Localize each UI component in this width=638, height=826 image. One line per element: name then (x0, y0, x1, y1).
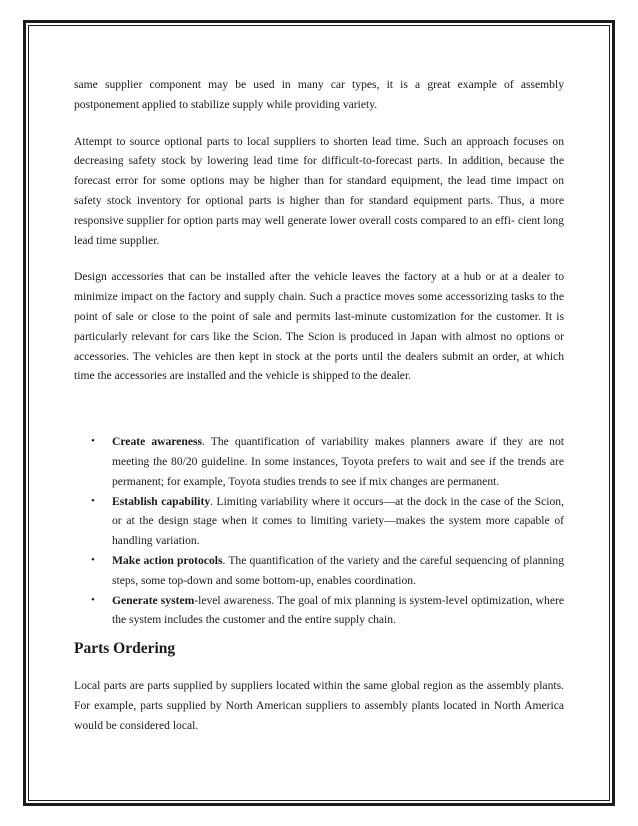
bullet-lead: Generate system (112, 593, 195, 607)
section-heading: Parts Ordering (74, 640, 176, 658)
bullet-text: . The quantification of the variety and the careful sequencing of planning steps, some top-down and some bottom-up, enables coordination. (112, 553, 564, 587)
bullet-icon: • (91, 593, 95, 606)
bullet-text: . Limiting variability where it occurs—at the dock in the case of the Scion, or at the design stage when it comes to limiting variety—makes the system more capable of handling variation. (112, 494, 564, 548)
paragraph-local-parts: Local parts are parts supplied by suppliers located within the same global region as the assembly plants. For example, parts supplied by North American suppliers to assembly plants located in North America would be considered local. (74, 679, 564, 732)
bullet-icon: • (91, 494, 95, 507)
paragraph-accessories: Design accessories that can be installed after the vehicle leaves the factory at a hub or at a dealer to minimize impact on the factory and supply chain. Such a practice moves some accessorizing tasks to the point of sale or close to the point of sale and permits last-minute customization for the customer. It is particularly relevant for cars like the Scion. The Scion is produced in Japan with almost no options or accessories. The vehicles are then kept in stock at the ports until the dealers submit an order, at which time the accessories are installed and the vehicle is shipped to the dealer. (74, 270, 564, 383)
bullet-list (74, 432, 564, 630)
list-item (74, 492, 564, 551)
list-item (74, 432, 564, 491)
bullet-lead: Establish capability (112, 494, 211, 508)
bullet-icon: • (91, 553, 95, 566)
bullet-text: -level awareness. The goal of mix planning is system-level optimization, where the system includes the customer and the entire supply chain. (112, 593, 565, 627)
bullet-lead: Create awareness (112, 435, 203, 449)
bullet-lead: Make action protocols (112, 553, 223, 567)
bullet-text: . The quantification of variability makes planners aware if they are not meeting the 80/20 guideline. In some instances, Toyota prefers to wait and see if the trends are permanent; for example, Toyota studies trends to see if mix changes are permanent. (112, 435, 564, 488)
bullet-icon: • (91, 435, 95, 448)
list-item (74, 591, 564, 631)
list-item (74, 551, 564, 591)
document-body (74, 75, 564, 736)
paragraph-assembly-postponement: same supplier component may be used in many car types, it is a great example of assembly postponement applied to stabilize supply while providing variety. (74, 78, 564, 111)
paragraph-local-suppliers: Attempt to source optional parts to local suppliers to shorten lead time. Such an approach focuses on decreasing safety stock by lowering lead time for difficult-to-forecast parts. In addition, because the forecast error for some options may be higher than for standard equipment, the lead time impact on safety stock inventory for optional parts is higher than for standard equipment parts. Thus, a more responsive supplier for option parts may well generate lower overall costs compared to an effi- cient long lead time supplier. (74, 134, 564, 247)
